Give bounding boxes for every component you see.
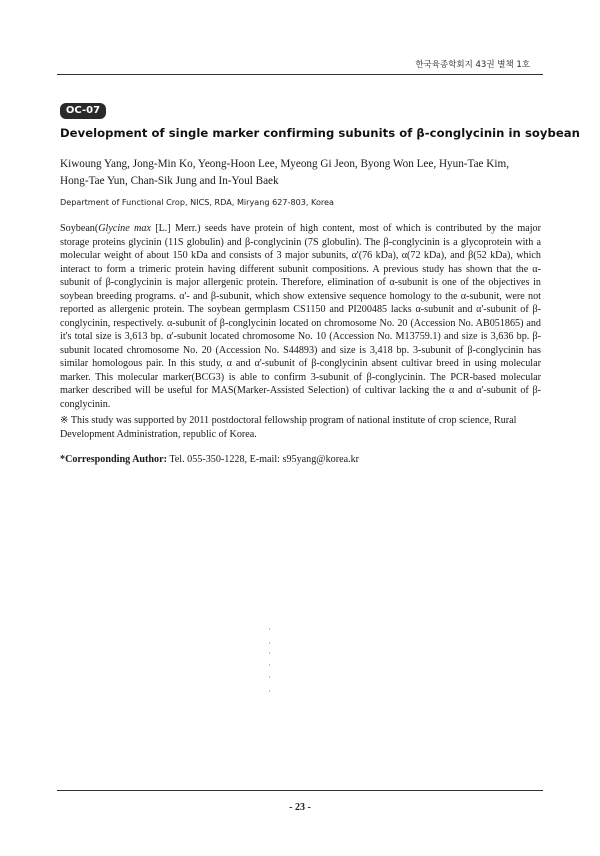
paper-title: Development of single marker confirming subunits of β-conglycinin in soybean <box>60 126 580 140</box>
abstract-code-badge: OC-07 <box>60 103 106 119</box>
affiliation: Department of Functional Crop, NICS, RDA, Miryang 627-803, Korea <box>60 197 334 207</box>
journal-header: 한국육종학회지 43권 별책 1호 <box>415 60 530 70</box>
footer-rule <box>57 790 543 791</box>
scan-specks <box>267 628 273 698</box>
abstract-text: [L.] Merr.) seeds have protein of high content, most of which is contributed by the major storage proteins glycinin (11S globulin) and β-conglycinin (7S globulin). The β-conglycinin is a glycoprotein with a molecular weight of about 150 kDa and consists of 3 major subunits, α'(76 kDa), α(72 kDa), and β(52 kDa), which interact to form a trimeric protein having different subunit compositions. A previous study has shown that the α-subunit of β-conglycinin is major allergenic protein. Therefore, elimination of α-subunit is one of the objectives in soybean breeding programs. α'- and β-subunit, which show extensive sequence homology to the α-subunit, were not reported as allergenic protein. The soybean germplasm CS1150 and PI200485 lacks α-subunit and α'-subunit of β-conglycinin, respectively. α-subunit of β-conglycinin located on chromosome No. 20 (Accession No. AB051865) and it's total size is 3,613 bp. α'-subunit located chromosome No. 10 (Accession No. M13759.1) and size is 3,636 bp. β-subunit located chromosome No. 20 (Accession No. S44893) and size is 3,418 bp. 3-subunit of β-conglycinin has similar homologous pair. In this study, α and α'-subunit of β-conglycinin absent cultivar breed in using molecular marker. This molecular marker(BCG3) is able to confirm 3-subunit of β-conglycinin. The PCR-based molecular marker described will be useful for MAS(Marker-Assisted Selection) of cultivar lacking the α and α'-subunit of β-conglycinin. <box>60 223 541 410</box>
corresponding-info: Tel. 055-350-1228, E-mail: s95yang@korea.kr <box>166 454 360 465</box>
header-rule <box>57 74 543 75</box>
funding-note: ※ This study was supported by 2011 postdoctoral fellowship program of national institute of crop science, Rural Development Administration, republic of Korea. <box>60 415 517 440</box>
species-name: Glycine max <box>98 223 151 234</box>
authors-line-1: Kiwoung Yang, Jong-Min Ko, Yeong-Hoon Lee, Myeong Gi Jeon, Byong Won Lee, Hyun-Tae Kim, <box>60 158 509 170</box>
abstract-lead: Soybean( <box>60 223 99 234</box>
corresponding-author <box>60 453 541 467</box>
authors-line-2: Hong-Tae Yun, Chan-Sik Jung and In-Youl Baek <box>60 175 279 187</box>
page-number: - 23 - <box>289 802 311 813</box>
corresponding-label: *Corresponding Author: <box>60 454 167 465</box>
author-list <box>60 156 530 190</box>
abstract-body <box>60 222 541 411</box>
